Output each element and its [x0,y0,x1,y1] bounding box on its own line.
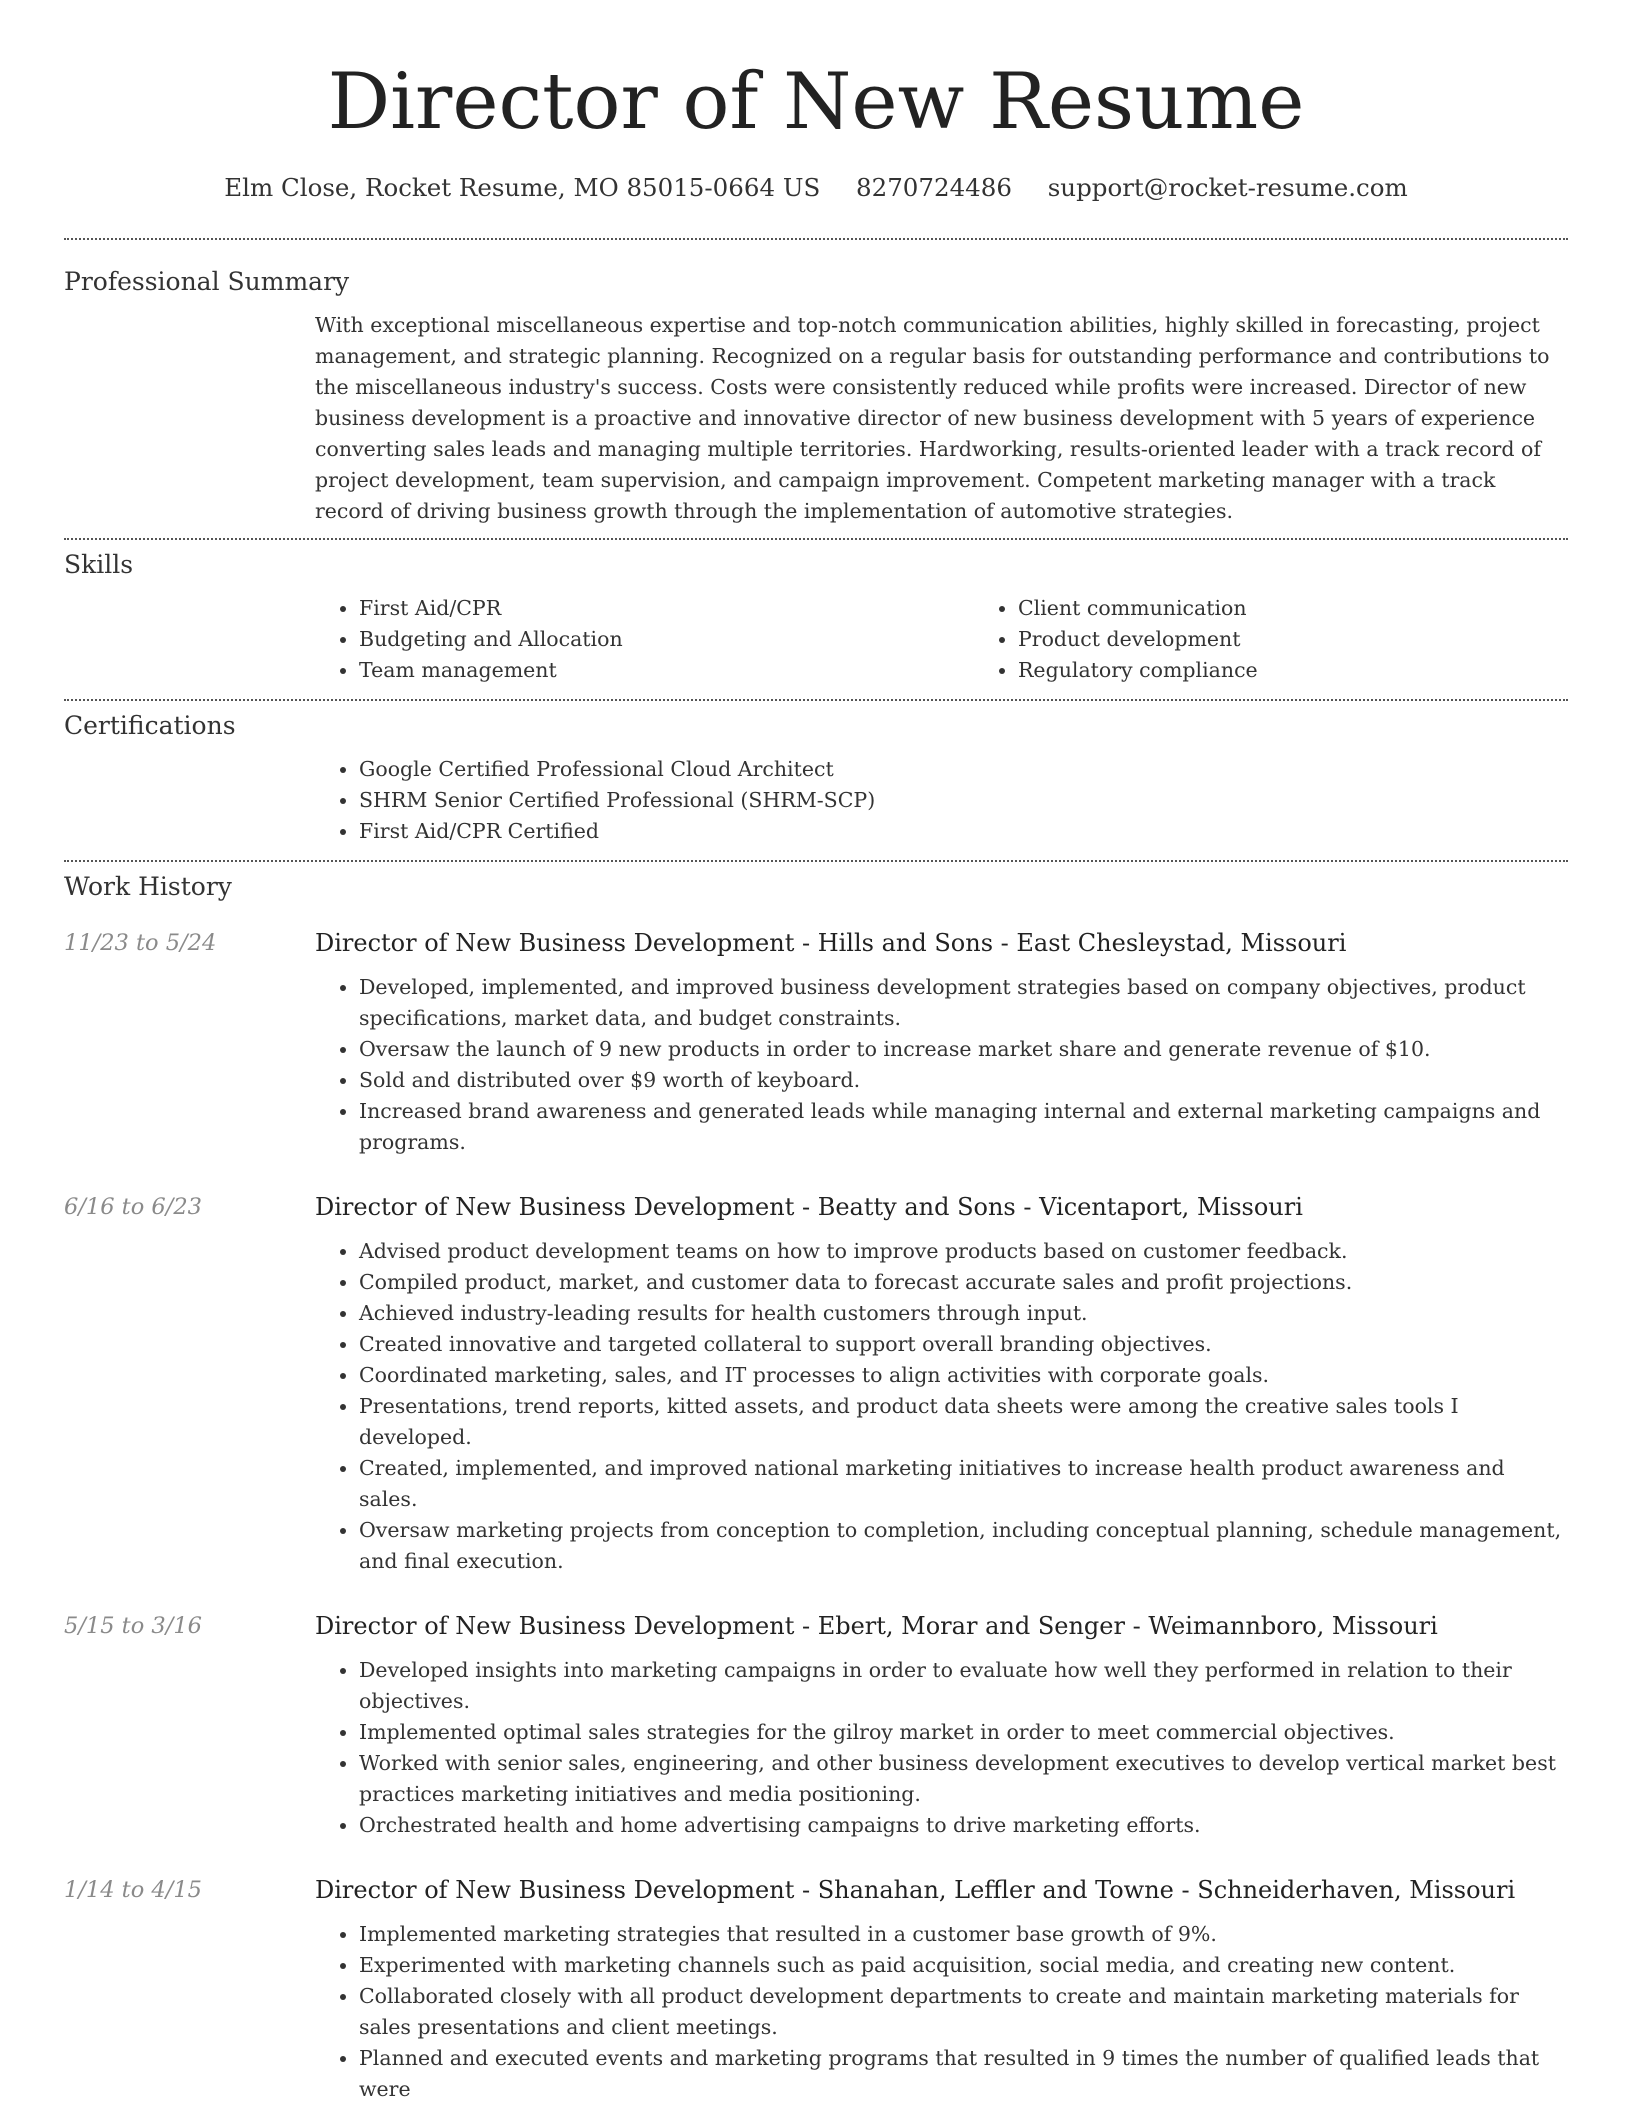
job-dates: 5/15 to 3/16 [64,1613,202,1639]
job-bullet: • Sold and distributed over $9 worth of keyboard. [359,1065,1568,1096]
certifications-list [315,754,1568,847]
skill-item: • Client communication [1018,593,1632,624]
job-bullet: • Developed insights into marketing campaigns in order to evaluate how well they performed in relation to their objectives. [359,1655,1568,1717]
job-bullets [315,972,1568,1158]
skill-item: • Budgeting and Allocation [359,624,974,655]
job-bullet: • Created innovative and targeted collateral to support overall branding objectives. [359,1329,1568,1360]
job-bullet: • Created, implemented, and improved national marketing initiatives to increase health product awareness and sales. [359,1453,1568,1515]
summary-text: With exceptional miscellaneous expertise and top-notch communication abilities, highly skilled in forecasting, project management, and strategic planning. Recognized on a regular basis for outstanding performance and contributions to the miscellaneous industry's success. Costs were consistently reduced while profits were increased. Director of new business development is a proactive and innovative director of new business development with 5 years of experience converting sales leads and managing multiple territories. Hardworking, results-oriented leader with a track record of project development, team supervision, and campaign improvement. Competent marketing manager with a track record of driving business growth through the implementation of automotive strategies. [315,313,1550,523]
skills-section [64,540,1568,686]
skill-item: • Team management [359,655,974,686]
skill-item: • Product development [1018,624,1632,655]
summary-content [315,310,1568,527]
job-title: Director of New Business Development - Ebert, Morar and Senger - Weimannboro, Missouri [315,1612,1438,1640]
skills-grid [315,593,1568,686]
job-title: Director of New Business Development - Shanahan, Leffler and Towne - Schneiderhaven, Missouri [315,1876,1516,1904]
summary-section [64,240,1568,527]
resume-header [64,0,1568,204]
work-section [64,862,1568,2105]
job-dates: 11/23 to 5/24 [64,930,217,956]
contact-line [64,172,1568,204]
skills-list-left [315,593,974,686]
skills-heading: Skills [64,550,134,579]
job-dates: 6/16 to 6/23 [64,1194,202,1220]
resume-page [64,0,1568,2105]
job-bullets [315,1919,1568,2105]
job-bullet: • Achieved industry-leading results for health customers through input. [359,1298,1568,1329]
contact-address: Elm Close, Rocket Resume, MO 85015-0664 US [224,173,821,202]
job-bullet: • Planned and executed events and marketing programs that resulted in 9 times the number of qualified leads that were [359,2043,1568,2105]
job-bullet: • Collaborated closely with all product development departments to create and maintain marketing materials for sales presentations and client meetings. [359,1981,1568,2043]
certification-item: • Google Certified Professional Cloud Architect [359,754,1568,785]
job-title: Director of New Business Development - Hills and Sons - East Chesleystad, Missouri [315,929,1347,957]
certifications-content [315,754,1568,847]
summary-heading: Professional Summary [64,267,350,296]
work-heading: Work History [64,872,232,901]
job-bullet: • Orchestrated health and home advertising campaigns to drive marketing efforts. [359,1810,1568,1841]
job-bullet: • Oversaw the launch of 9 new products in order to increase market share and generate revenue of $10. [359,1034,1568,1065]
job-dates: 1/14 to 4/15 [64,1877,202,1903]
job-bullet: • Advised product development teams on how to improve products based on customer feedback. [359,1236,1568,1267]
certifications-heading: Certifications [64,711,236,740]
job-bullet: • Oversaw marketing projects from conception to completion, including conceptual planning, schedule management, and final execution. [359,1515,1568,1577]
job-entry [64,1609,1568,1841]
certification-item: • SHRM Senior Certified Professional (SHRM-SCP) [359,785,1568,816]
contact-email: support@rocket-resume.com [1047,173,1408,202]
certifications-section [64,701,1568,847]
job-bullet: • Compiled product, market, and customer data to forecast accurate sales and profit projections. [359,1267,1568,1298]
job-bullets [315,1236,1568,1577]
job-entry [64,1190,1568,1577]
job-title: Director of New Business Development - Beatty and Sons - Vicentaport, Missouri [315,1193,1303,1221]
contact-phone: 8270724486 [856,173,1012,202]
job-bullet: • Coordinated marketing, sales, and IT processes to align activities with corporate goals. [359,1360,1568,1391]
job-bullet: • Worked with senior sales, engineering, and other business development executives to develop vertical market best practices marketing initiatives and media positioning. [359,1748,1568,1810]
certification-item: • First Aid/CPR Certified [359,816,1568,847]
job-entry [64,926,1568,1158]
job-bullet: • Developed, implemented, and improved business development strategies based on company objectives, product specifications, market data, and budget constraints. [359,972,1568,1034]
job-bullet: • Implemented marketing strategies that resulted in a customer base growth of 9%. [359,1919,1568,1950]
job-bullet: • Implemented optimal sales strategies for the gilroy market in order to meet commercial objectives. [359,1717,1568,1748]
skills-list-right [974,593,1632,686]
job-bullet: • Presentations, trend reports, kitted assets, and product data sheets were among the creative sales tools I developed. [359,1391,1568,1453]
candidate-name: Director of New Resume [327,57,1305,147]
job-bullet: • Experimented with marketing channels such as paid acquisition, social media, and creating new content. [359,1950,1568,1981]
job-bullet: • Increased brand awareness and generated leads while managing internal and external marketing campaigns and programs. [359,1096,1568,1158]
job-bullets [315,1655,1568,1841]
job-entry [64,1873,1568,2105]
skill-item: • First Aid/CPR [359,593,974,624]
skill-item: • Regulatory compliance [1018,655,1632,686]
